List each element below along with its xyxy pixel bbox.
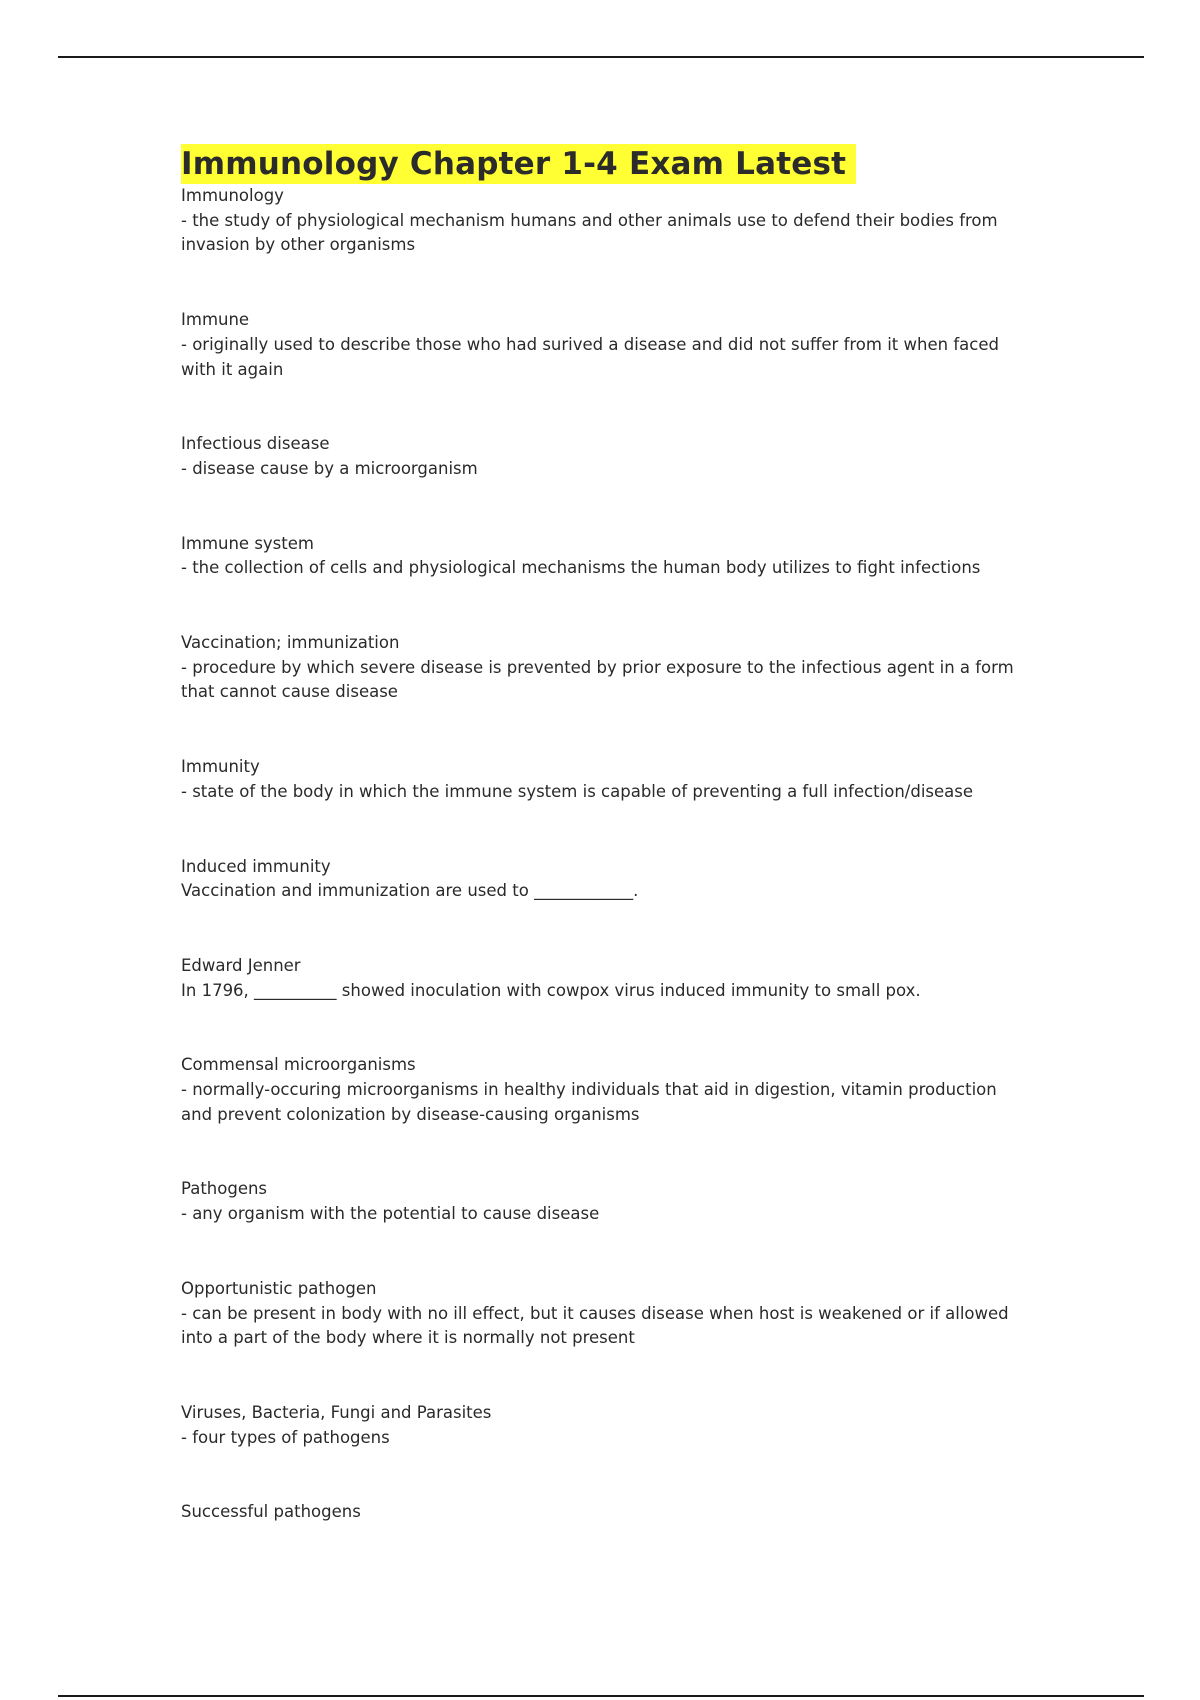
card-term: Induced immunity	[181, 856, 331, 876]
card-term: Vaccination; immunization	[181, 633, 400, 653]
flashcard	[181, 1277, 1021, 1351]
flashcard	[181, 755, 1021, 804]
card-term: Viruses, Bacteria, Fungi and Parasites	[181, 1402, 492, 1422]
card-definition: - the collection of cells and physiological mechanisms the human body utilizes to fight infections	[181, 558, 981, 578]
card-definition: - state of the body in which the immune system is capable of preventing a full infection/disease	[181, 781, 974, 801]
flashcard	[181, 532, 1021, 581]
card-definition: In 1796, __________ showed inoculation with cowpox virus induced immunity to small pox.	[181, 980, 921, 1000]
card-definition: - disease cause by a microorganism	[181, 458, 478, 478]
card-term: Infectious disease	[181, 434, 330, 454]
document-body	[181, 144, 1021, 1575]
card-definition: - four types of pathogens	[181, 1427, 390, 1447]
flashcard	[181, 184, 1021, 258]
card-term: Immunity	[181, 757, 260, 777]
card-term: Immunology	[181, 186, 284, 205]
card-term: Immune system	[181, 533, 314, 553]
card-term: Successful pathogens	[181, 1502, 361, 1522]
flashcard	[181, 1053, 1021, 1127]
document-title: Immunology Chapter 1-4 Exam Latest	[181, 144, 856, 184]
card-definition: - normally-occuring microorganisms in healthy individuals that aid in digestion, vitamin production and prevent colonization by disease-causing organisms	[181, 1080, 997, 1124]
page-top-rule	[58, 56, 1144, 58]
card-term: Edward Jenner	[181, 955, 301, 975]
card-definition: - originally used to describe those who had surived a disease and did not suffer from it when faced with it again	[181, 334, 999, 379]
flashcard	[181, 1500, 1021, 1525]
flashcard	[181, 1401, 1021, 1450]
flashcard	[181, 855, 1021, 904]
flashcard	[181, 1177, 1021, 1226]
flashcard	[181, 308, 1021, 382]
card-term: Immune	[181, 310, 250, 330]
card-term: Pathogens	[181, 1179, 268, 1199]
card-definition: - the study of physiological mechanism humans and other animals use to defend their bodies from invasion by other organisms	[181, 210, 998, 255]
flashcard-list	[181, 184, 1021, 1525]
flashcard	[181, 954, 1021, 1003]
flashcard	[181, 432, 1021, 481]
card-definition: - can be present in body with no ill effect, but it causes disease when host is weakened or if allowed into a part of the body where it is normally not present	[181, 1303, 1009, 1348]
card-term: Commensal microorganisms	[181, 1055, 416, 1075]
page-bottom-rule	[58, 1695, 1144, 1697]
card-term: Opportunistic pathogen	[181, 1278, 377, 1298]
card-definition: - procedure by which severe disease is prevented by prior exposure to the infectious agent in a form that cannot cause disease	[181, 657, 1014, 702]
flashcard	[181, 631, 1021, 705]
card-definition: Vaccination and immunization are used to ____________.	[181, 881, 639, 901]
card-definition: - any organism with the potential to cause disease	[181, 1204, 600, 1224]
